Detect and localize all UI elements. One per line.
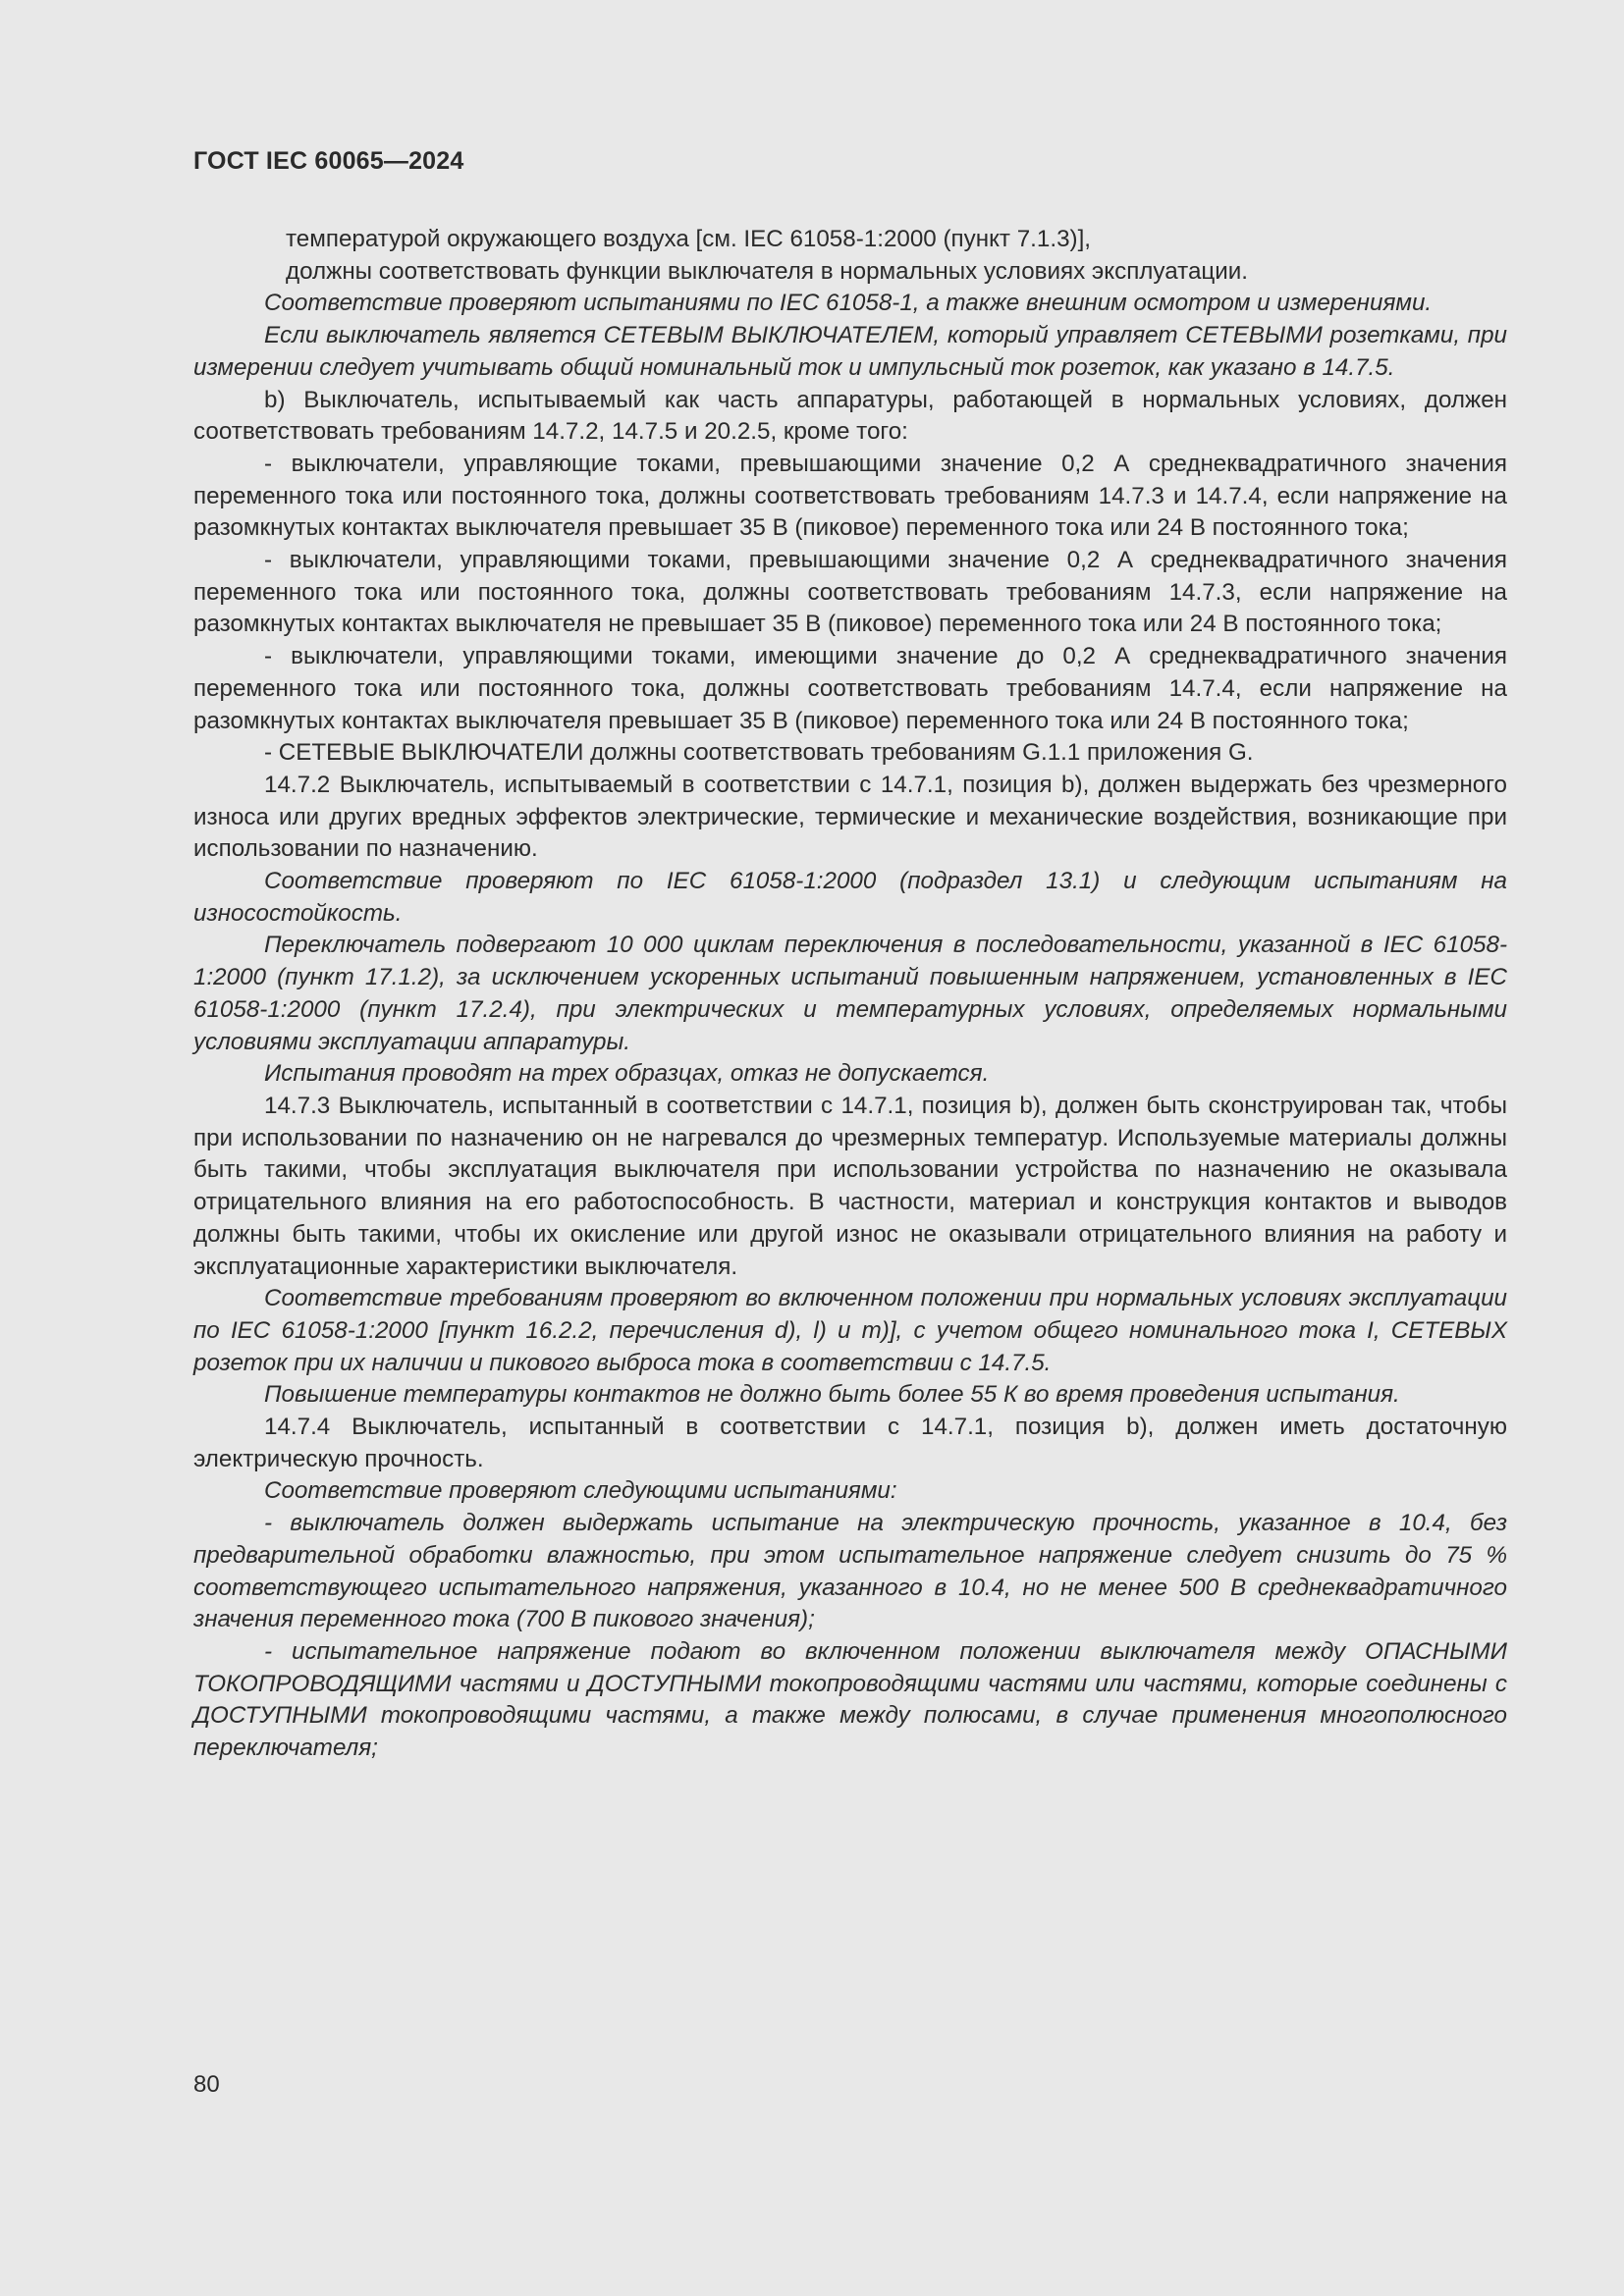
paragraph: Соответствие проверяют следующими испытаниями: <box>264 1477 897 1505</box>
document-header: ГОСТ IEC 60065—2024 <box>193 147 464 175</box>
paragraph: температурой окружающего воздуха [см. IEC 61058-1:2000 (пункт 7.1.3)], <box>286 226 1092 252</box>
list-item: - испытательное напряжение подают во включенном положении выключателя между ОПАСНЫМИ ТОКОПРОВОДЯЩИМИ частями и ДОСТУПНЫМИ токопроводящими частями или частями, которые соединены с ДОСТУПНЫМИ токопроводящими частями, а также между полюсами, в случае применения многополюсного переключателя; <box>193 1637 1507 1762</box>
paragraph: Если выключатель является СЕТЕВЫМ ВЫКЛЮЧАТЕЛЕМ, который управляет СЕТЕВЫМИ розетками, при измерении следует учитывать общий номинальный ток и импульсный ток розеток, как указано в 14.7.5. <box>193 322 1507 381</box>
paragraph: b) Выключатель, испытываемый как часть аппаратуры, работающей в нормальных условиях, должен соответствовать требованиям 14.7.2, 14.7.5 и 20.2.5, кроме того: <box>193 386 1507 446</box>
paragraph: 14.7.3 Выключатель, испытанный в соответствии с 14.7.1, позиция b), должен быть сконструирован так, чтобы при использовании по назначению он не нагревался до чрезмерных температур. Используемые материалы должны быть такими, чтобы эксплуатация выключателя при использовании устройства по назначению не оказывала отрицательного влияния на его работоспособность. В частности, материал и конструкция контактов и выводов должны быть такими, чтобы их окисление или другой износ не оказывали отрицательного влияния на работу и эксплуатационные характеристики выключателя. <box>193 1092 1507 1280</box>
paragraph: Соответствие проверяют испытаниями по IEC 61058-1, а также внешним осмотром и измерениями. <box>264 290 1433 317</box>
list-item: - выключатель должен выдержать испытание на электрическую прочность, указанное в 10.4, без предварительной обработки влажностью, при этом испытательное напряжение следует снизить до 75 % соответствующего испытательного напряжения, указанного в 10.4, но не менее 500 В среднеквадратичного значения переменного тока (700 В пикового значения); <box>193 1510 1507 1633</box>
list-item: - СЕТЕВЫЕ ВЫКЛЮЧАТЕЛИ должны соответствовать требованиям G.1.1 приложения G. <box>264 739 1254 767</box>
document-body <box>193 224 1507 1765</box>
paragraph: Переключатель подвергают 10 000 циклам переключения в последовательности, указанной в IEC 61058-1:2000 (пункт 17.1.2), за исключением ускоренных испытаний повышенным напряжением, установленных в IEC 61058-1:2000 (пункт 17.2.4), при электрических и температурных условиях, определяемых нормальными условиями эксплуатации аппаратуры. <box>193 932 1507 1055</box>
list-item: - выключатели, управляющими токами, имеющими значение до 0,2 А среднеквадратичного значения переменного тока или постоянного тока, должны соответствовать требованиям 14.7.4, если напряжение на разомкнутых контактах выключателя превышает 35 В (пиковое) переменного тока или 24 В постоянного тока; <box>193 643 1507 734</box>
paragraph: Повышение температуры контактов не должно быть более 55 К во время проведения испытания. <box>264 1381 1400 1409</box>
paragraph: должны соответствовать функции выключателя в нормальных условиях эксплуатации. <box>286 257 1249 285</box>
list-item: - выключатели, управляющие токами, превышающими значение 0,2 А среднеквадратичного значения переменного тока или постоянного тока, должны соответствовать требованиям 14.7.3 и 14.7.4, если напряжение на разомкнутых контактах выключателя превышает 35 В (пиковое) переменного тока или 24 В постоянного тока; <box>193 450 1507 542</box>
paragraph: Соответствие требованиям проверяют во включенном положении при нормальных условиях эксплуатации по IEC 61058-1:2000 [пункт 16.2.2, перечисления d), l) и m)], с учетом общего номинального тока I, СЕТЕВЫХ розеток при их наличии и пикового выброса тока в соответствии с 14.7.5. <box>193 1285 1507 1376</box>
paragraph: Испытания проводят на трех образцах, отказ не допускается. <box>264 1060 990 1088</box>
page-number: 80 <box>193 2071 220 2098</box>
paragraph: 14.7.4 Выключатель, испытанный в соответствии с 14.7.1, позиция b), должен иметь достаточную электрическую прочность. <box>193 1414 1507 1472</box>
paragraph: Соответствие проверяют по IEC 61058-1:2000 (подраздел 13.1) и следующим испытаниям на износостойкость. <box>193 868 1507 927</box>
list-item: - выключатели, управляющими токами, превышающими значение 0,2 А среднеквадратичного значения переменного тока или постоянного тока, должны соответствовать требованиям 14.7.3, если напряжение на разомкнутых контактах выключателя не превышает 35 В (пиковое) переменного тока или 24 В постоянного тока; <box>193 547 1507 638</box>
paragraph: 14.7.2 Выключатель, испытываемый в соответствии с 14.7.1, позиция b), должен выдержать без чрезмерного износа или других вредных эффектов электрические, термические и механические воздействия, возникающие при использовании по назначению. <box>193 771 1507 863</box>
